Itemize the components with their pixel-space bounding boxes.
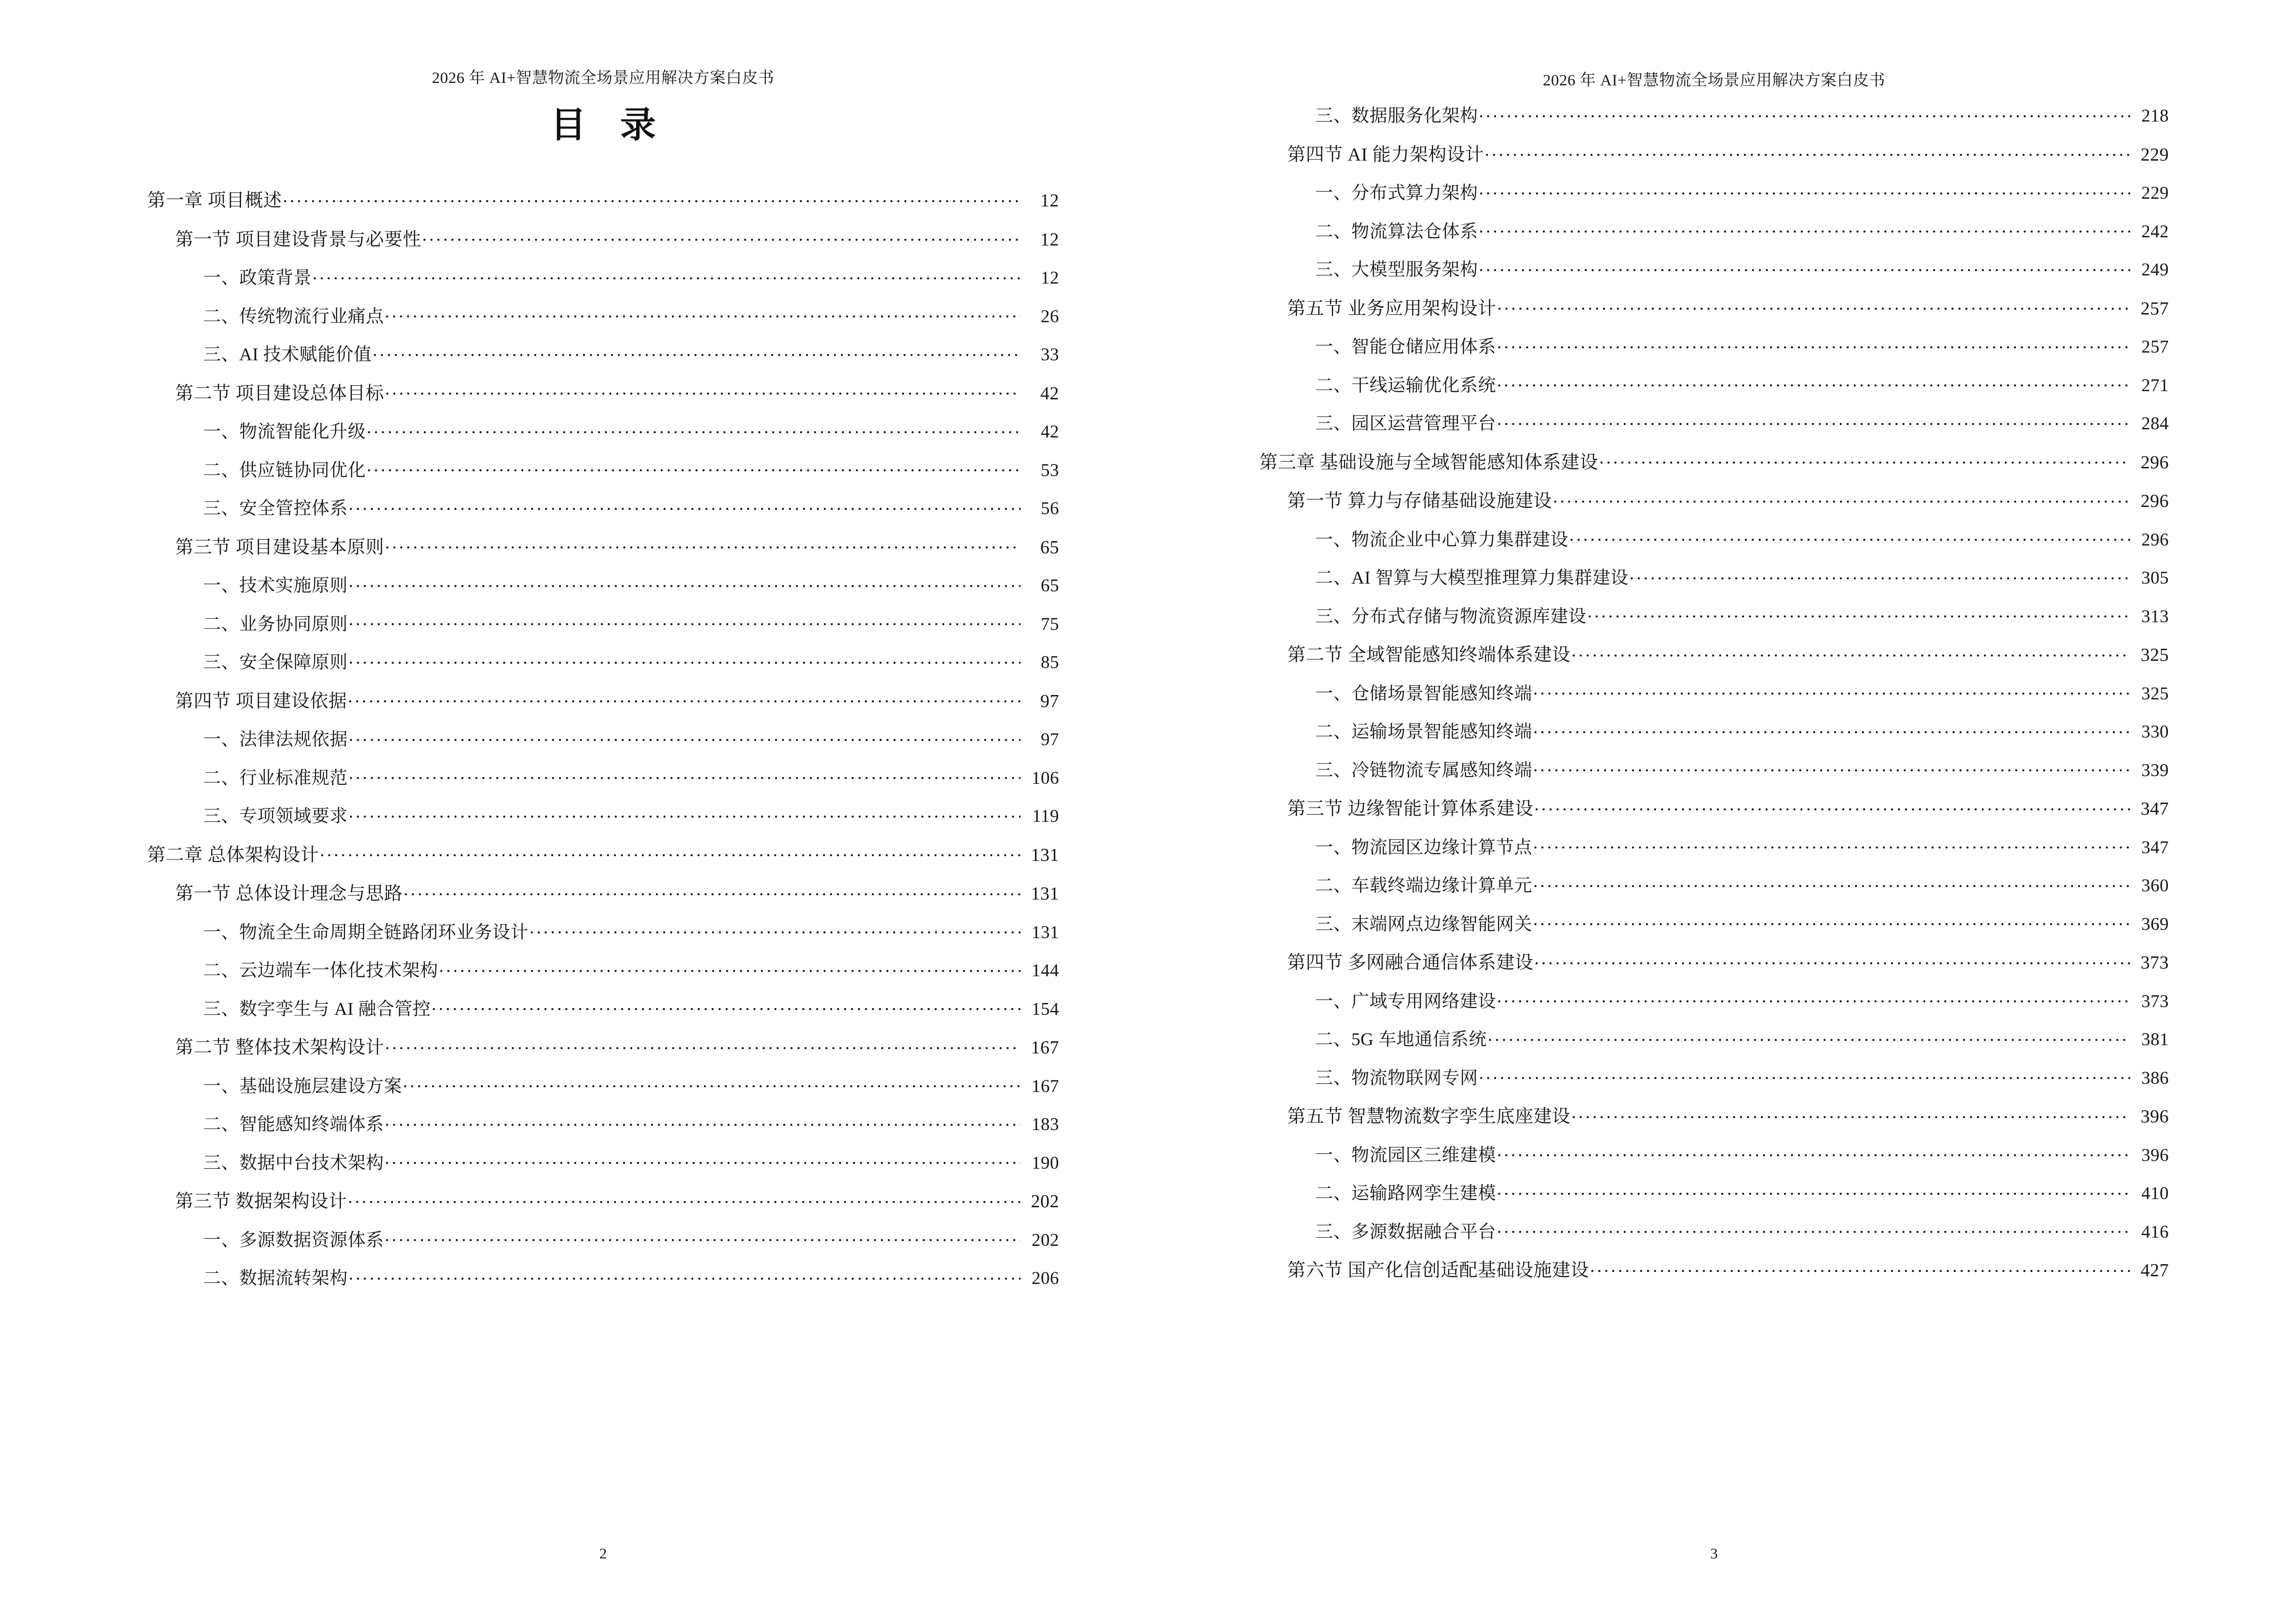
- toc-entry-label: 二、智能感知终端体系: [203, 1115, 384, 1134]
- toc-entry-item[interactable]: [147, 1228, 1059, 1249]
- toc-entry-label: 第一章 项目概述: [147, 191, 282, 211]
- toc-entry-label: 三、多源数据融合平台: [1315, 1222, 1496, 1242]
- toc-entry-page-number: 26: [1041, 306, 1059, 327]
- toc-entry-label: 三、末端网点边缘智能网关: [1315, 914, 1532, 934]
- page-right-content-area: [1259, 0, 2169, 1624]
- dot-leader: [1485, 142, 2130, 161]
- toc-entry-page-number: 65: [1041, 576, 1059, 596]
- toc-entry-label: 二、运输路网孪生建模: [1315, 1184, 1496, 1203]
- dot-leader: [348, 1189, 1021, 1207]
- toc-entry-page-number: 416: [2141, 1222, 2169, 1242]
- toc-entry-page-number: 347: [2140, 799, 2169, 819]
- dot-leader: [349, 573, 1021, 591]
- toc-entry-item[interactable]: [1259, 411, 2169, 433]
- toc-entry-section[interactable]: [147, 689, 1059, 710]
- dot-leader: [1535, 796, 2130, 815]
- toc-entry-page-number: 167: [1032, 1076, 1059, 1096]
- dot-leader: [385, 381, 1021, 399]
- dot-leader: [1572, 1104, 2130, 1122]
- toc-entry-label: 三、安全管控体系: [203, 499, 348, 519]
- toc-entry-page-number: 229: [2141, 183, 2169, 203]
- toc-entry-page-number: 410: [2141, 1184, 2169, 1203]
- dot-leader: [439, 958, 1021, 976]
- toc-entry-label: 一、多源数据资源体系: [203, 1230, 384, 1250]
- toc-entry-label: 第六节 国产化信创适配基础设施建设: [1287, 1260, 1590, 1281]
- toc-entry-page-number: 119: [1032, 806, 1059, 826]
- toc-entry-page-number: 144: [1032, 961, 1059, 981]
- toc-entry-label: 二、运输场景智能感知终端: [1315, 722, 1532, 742]
- toc-entry-section[interactable]: [1259, 142, 2169, 164]
- toc-entry-item[interactable]: [1259, 335, 2169, 356]
- dot-leader: [1479, 181, 2131, 199]
- dot-leader: [1533, 758, 2130, 776]
- toc-entry-label: 二、行业标准规范: [203, 768, 348, 788]
- dot-leader: [349, 766, 1021, 784]
- toc-entry-page-number: 53: [1041, 460, 1059, 480]
- toc-entry-page-number: 206: [1032, 1269, 1059, 1288]
- dot-leader: [1599, 450, 2130, 468]
- toc-entry-label: 一、仓储场景智能感知终端: [1315, 683, 1532, 704]
- toc-entry-item[interactable]: [1259, 1220, 2169, 1241]
- toc-entry-section[interactable]: [1259, 1104, 2169, 1126]
- toc-entry-section[interactable]: [1259, 796, 2169, 818]
- dot-leader: [432, 997, 1021, 1015]
- toc-entry-item[interactable]: [1259, 104, 2169, 125]
- dot-leader: [385, 1228, 1021, 1246]
- toc-entry-page-number: 131: [1031, 845, 1059, 865]
- dot-leader: [1497, 373, 2130, 391]
- toc-entry-label: 第四节 AI 能力架构设计: [1287, 144, 1484, 165]
- toc-entry-item[interactable]: [147, 612, 1059, 633]
- toc-entry-page-number: 373: [2140, 953, 2169, 973]
- toc-entry-section[interactable]: [147, 381, 1059, 403]
- toc-entry-item[interactable]: [1259, 835, 2169, 857]
- running-header: 2026 年 AI+智慧物流全场景应用解决方案白皮书: [432, 69, 775, 87]
- toc-entry-page-number: 242: [2141, 221, 2169, 242]
- dot-leader: [1479, 104, 2131, 122]
- toc-entry-page-number: 296: [2141, 530, 2169, 550]
- toc-entry-label: 二、业务协同原则: [203, 614, 348, 634]
- toc-entry-item[interactable]: [147, 727, 1059, 749]
- dot-leader: [1572, 642, 2130, 661]
- page-right: [1144, 0, 2287, 1624]
- toc-entry-page-number: 257: [2140, 298, 2169, 319]
- dot-leader: [403, 1074, 1021, 1092]
- toc-entry-page-number: 386: [2141, 1068, 2169, 1088]
- toc-entry-item[interactable]: [147, 420, 1059, 441]
- page-title: 目 录: [550, 106, 668, 145]
- toc-entry-label: 一、物流企业中心算力集群建设: [1315, 530, 1568, 550]
- toc-entry-label: 一、广域专用网络建设: [1315, 991, 1496, 1011]
- dot-leader: [1533, 835, 2130, 853]
- toc-entry-label: 第三节 项目建设基本原则: [175, 537, 384, 558]
- toc-entry-page-number: 154: [1032, 999, 1059, 1019]
- dot-leader: [1533, 682, 2130, 699]
- toc-entry-label: 一、物流全生命周期全链路闭环业务设计: [203, 922, 529, 942]
- dot-leader: [349, 804, 1021, 822]
- toc-entry-label: 二、物流算法仓体系: [1315, 221, 1478, 242]
- toc-entry-page-number: 190: [1032, 1153, 1059, 1173]
- toc-entry-page-number: 202: [1032, 1230, 1059, 1250]
- toc-entry-page-number: 229: [2140, 144, 2169, 165]
- toc-entry-section[interactable]: [147, 535, 1059, 557]
- toc-entry-page-number: 85: [1041, 653, 1059, 672]
- toc-entry-chapter[interactable]: [1259, 450, 2169, 472]
- toc-entry-item[interactable]: [147, 1112, 1059, 1133]
- toc-entry-item[interactable]: [1259, 373, 2169, 395]
- dot-leader: [313, 266, 1021, 284]
- dot-leader: [385, 1151, 1021, 1169]
- dot-leader: [404, 881, 1021, 900]
- toc-entry-page-number: 284: [2141, 414, 2169, 434]
- dot-leader: [1497, 1143, 2130, 1161]
- running-header: 2026 年 AI+智慧物流全场景应用解决方案白皮书: [1543, 72, 1885, 89]
- toc-entry-page-number: 325: [2140, 645, 2169, 665]
- toc-entry-label: 一、智能仓储应用体系: [1315, 337, 1496, 357]
- dot-leader: [1569, 528, 2130, 546]
- toc-entry-label: 三、AI 技术赋能价值: [203, 345, 372, 365]
- toc-entry-page-number: 131: [1031, 884, 1059, 904]
- toc-entry-label: 三、数字孪生与 AI 融合管控: [203, 999, 431, 1019]
- toc-entry-item[interactable]: [1259, 219, 2169, 241]
- toc-entry-page-number: 373: [2141, 991, 2169, 1011]
- toc-entry-label: 一、政策背景: [203, 268, 312, 288]
- toc-entry-item[interactable]: [1259, 181, 2169, 202]
- toc-entry-label: 三、分布式存储与物流资源库建设: [1315, 606, 1587, 627]
- toc-entry-label: 一、技术实施原则: [203, 576, 348, 596]
- dot-leader: [1590, 1258, 2130, 1276]
- toc-entry-item[interactable]: [1259, 720, 2169, 741]
- dot-leader: [1497, 296, 2130, 314]
- dot-leader: [1497, 335, 2130, 353]
- toc-entry-page-number: 12: [1040, 191, 1059, 211]
- dot-leader: [1479, 219, 2131, 237]
- toc-entry-page-number: 313: [2141, 606, 2169, 627]
- toc-entry-label: 一、物流园区三维建模: [1315, 1145, 1496, 1165]
- toc-entry-label: 第二章 总体架构设计: [147, 845, 319, 865]
- toc-entry-label: 二、传统物流行业痛点: [203, 306, 384, 327]
- toc-entry-item[interactable]: [147, 1266, 1059, 1287]
- toc-entry-label: 第五节 智慧物流数字孪生底座建设: [1287, 1106, 1571, 1127]
- toc-entry-chapter[interactable]: [147, 843, 1059, 864]
- toc-entry-item[interactable]: [147, 266, 1059, 287]
- toc-entry-page-number: 56: [1041, 499, 1059, 519]
- toc-entry-item[interactable]: [147, 650, 1059, 671]
- dot-leader: [1533, 873, 2130, 891]
- dot-leader: [1588, 604, 2131, 622]
- toc-entry-item[interactable]: [1259, 873, 2169, 895]
- toc-entry-label: 二、数据流转架构: [203, 1269, 348, 1288]
- dot-leader: [320, 843, 1021, 861]
- dot-leader: [349, 496, 1021, 514]
- page-left-content-area: [147, 0, 1059, 1624]
- toc-entry-label: 第二节 全域智能感知终端体系建设: [1287, 645, 1571, 665]
- toc-entry-page-number: 360: [2141, 876, 2169, 896]
- toc-entry-page-number: 396: [2141, 1145, 2169, 1165]
- toc-entry-section[interactable]: [1259, 1258, 2169, 1280]
- toc-entry-label: 三、冷链物流专属感知终端: [1315, 760, 1532, 780]
- toc-list-right: [1259, 104, 2169, 1297]
- dot-leader: [1497, 1220, 2130, 1238]
- toc-entry-section[interactable]: [147, 881, 1059, 903]
- dot-leader: [530, 920, 1021, 938]
- dot-leader: [1497, 411, 2130, 429]
- dot-leader: [1535, 950, 2130, 969]
- dot-leader: [1533, 912, 2130, 930]
- toc-entry-item[interactable]: [147, 958, 1059, 980]
- toc-entry-page-number: 381: [2141, 1030, 2169, 1050]
- toc-entry-item[interactable]: [1259, 758, 2169, 779]
- dot-leader: [283, 188, 1021, 206]
- toc-entry-page-number: 131: [1032, 922, 1059, 942]
- toc-entry-page-number: 427: [2140, 1260, 2169, 1281]
- toc-entry-page-number: 97: [1040, 691, 1059, 711]
- toc-entry-label: 二、车载终端边缘计算单元: [1315, 876, 1532, 896]
- toc-entry-page-number: 42: [1041, 422, 1059, 442]
- toc-entry-label: 一、法律法规依据: [203, 730, 348, 750]
- toc-entry-label: 第二节 项目建设总体目标: [175, 383, 384, 404]
- toc-entry-page-number: 33: [1041, 345, 1059, 365]
- toc-entry-page-number: 396: [2140, 1106, 2169, 1127]
- toc-entry-page-number: 167: [1031, 1037, 1059, 1058]
- toc-entry-label: 三、数据服务化架构: [1315, 106, 1478, 126]
- toc-entry-item[interactable]: [1259, 682, 2169, 703]
- toc-entry-label: 第四节 多网融合通信体系建设: [1287, 953, 1534, 973]
- toc-entry-item[interactable]: [147, 920, 1059, 942]
- toc-entry-item[interactable]: [147, 342, 1059, 364]
- page-folio-left: 2: [599, 1545, 607, 1562]
- toc-entry-label: 三、园区运营管理平台: [1315, 414, 1496, 434]
- toc-list-left: [147, 188, 1059, 1305]
- dot-leader: [1479, 1066, 2131, 1084]
- toc-entry-item[interactable]: [1259, 566, 2169, 587]
- toc-entry-label: 三、专项领域要求: [203, 806, 348, 826]
- toc-entry-page-number: 325: [2141, 683, 2169, 704]
- dot-leader: [385, 1112, 1021, 1130]
- toc-entry-label: 三、物流物联网专网: [1315, 1068, 1478, 1088]
- toc-entry-label: 二、供应链协同优化: [203, 460, 366, 480]
- dot-leader: [349, 650, 1021, 668]
- toc-entry-section[interactable]: [147, 227, 1059, 249]
- dot-leader: [1630, 566, 2130, 584]
- dot-leader: [373, 342, 1021, 360]
- dot-leader: [349, 612, 1021, 630]
- toc-entry-item[interactable]: [1259, 528, 2169, 549]
- toc-entry-label: 一、分布式算力架构: [1315, 183, 1478, 203]
- toc-entry-section[interactable]: [147, 1189, 1059, 1211]
- toc-entry-label: 第一节 算力与存储基础设施建设: [1287, 491, 1552, 511]
- toc-entry-page-number: 12: [1040, 229, 1059, 250]
- toc-entry-page-number: 296: [2140, 491, 2169, 511]
- toc-entry-label: 一、基础设施层建设方案: [203, 1076, 402, 1096]
- toc-entry-page-number: 75: [1041, 614, 1059, 634]
- dot-leader: [349, 727, 1021, 745]
- toc-entry-page-number: 369: [2141, 914, 2169, 934]
- toc-entry-item[interactable]: [147, 804, 1059, 825]
- dot-leader: [385, 1035, 1021, 1053]
- toc-entry-label: 一、物流智能化升级: [203, 422, 366, 442]
- dot-leader: [367, 458, 1021, 476]
- toc-entry-section[interactable]: [1259, 950, 2169, 972]
- toc-entry-label: 三、大模型服务架构: [1315, 260, 1478, 280]
- toc-entry-page-number: 42: [1040, 383, 1059, 404]
- toc-entry-page-number: 339: [2141, 760, 2169, 780]
- toc-entry-page-number: 183: [1032, 1115, 1059, 1134]
- dot-leader: [385, 535, 1021, 553]
- toc-entry-item[interactable]: [1259, 989, 2169, 1010]
- dot-leader: [1479, 258, 2131, 275]
- toc-entry-label: 第三节 边缘智能计算体系建设: [1287, 799, 1534, 819]
- page-folio-right: 3: [1710, 1545, 1718, 1562]
- dot-leader: [1488, 1027, 2130, 1045]
- toc-entry-section[interactable]: [147, 1035, 1059, 1057]
- toc-entry-page-number: 249: [2141, 260, 2169, 280]
- toc-entry-label: 第一节 总体设计理念与思路: [175, 884, 403, 904]
- toc-entry-item[interactable]: [147, 573, 1059, 595]
- dot-leader: [1497, 1181, 2130, 1199]
- toc-entry-item[interactable]: [1259, 1181, 2169, 1202]
- toc-entry-label: 第五节 业务应用架构设计: [1287, 298, 1497, 319]
- toc-entry-item[interactable]: [1259, 1027, 2169, 1049]
- toc-entry-item[interactable]: [147, 458, 1059, 479]
- toc-entry-label: 二、AI 智算与大模型推理算力集群建设: [1315, 568, 1629, 588]
- toc-entry-item[interactable]: [147, 766, 1059, 787]
- toc-entry-item[interactable]: [147, 1151, 1059, 1172]
- toc-entry-label: 一、物流园区边缘计算节点: [1315, 837, 1532, 858]
- dot-leader: [1553, 489, 2130, 507]
- toc-entry-label: 二、5G 车地通信系统: [1315, 1030, 1487, 1050]
- dot-leader: [1533, 720, 2130, 737]
- toc-entry-label: 第三章 基础设施与全域智能感知体系建设: [1259, 452, 1599, 473]
- toc-entry-item[interactable]: [147, 1074, 1059, 1095]
- dot-leader: [367, 420, 1021, 437]
- dot-leader: [422, 227, 1021, 246]
- toc-entry-page-number: 202: [1031, 1191, 1059, 1212]
- toc-entry-label: 第三节 数据架构设计: [175, 1191, 347, 1212]
- toc-entry-section[interactable]: [1259, 489, 2169, 510]
- toc-entry-page-number: 106: [1032, 768, 1059, 788]
- dot-leader: [1497, 989, 2130, 1007]
- dot-leader: [349, 1266, 1021, 1284]
- toc-entry-label: 第一节 项目建设背景与必要性: [175, 229, 422, 250]
- toc-entry-item[interactable]: [147, 304, 1059, 326]
- toc-entry-item[interactable]: [147, 496, 1059, 518]
- toc-entry-chapter[interactable]: [147, 188, 1059, 210]
- toc-entry-page-number: 218: [2141, 106, 2169, 126]
- toc-entry-page-number: 305: [2141, 568, 2169, 588]
- toc-entry-item[interactable]: [1259, 1143, 2169, 1164]
- toc-entry-item[interactable]: [1259, 258, 2169, 279]
- toc-entry-page-number: 257: [2141, 337, 2169, 357]
- toc-entry-label: 三、数据中台技术架构: [203, 1153, 384, 1173]
- toc-entry-item[interactable]: [1259, 912, 2169, 933]
- toc-entry-page-number: 271: [2141, 375, 2169, 396]
- toc-entry-page-number: 330: [2141, 722, 2169, 742]
- toc-entry-item[interactable]: [147, 997, 1059, 1018]
- dot-leader: [348, 689, 1021, 707]
- toc-entry-item[interactable]: [1259, 604, 2169, 626]
- toc-entry-page-number: 347: [2141, 837, 2169, 858]
- toc-entry-item[interactable]: [1259, 1066, 2169, 1087]
- toc-entry-page-number: 296: [2140, 452, 2169, 473]
- toc-entry-section[interactable]: [1259, 296, 2169, 318]
- toc-entry-page-number: 12: [1041, 268, 1059, 288]
- toc-entry-page-number: 97: [1041, 730, 1059, 750]
- toc-entry-label: 二、云边端车一体化技术架构: [203, 961, 438, 981]
- toc-entry-page-number: 65: [1040, 537, 1059, 558]
- toc-entry-label: 三、安全保障原则: [203, 653, 348, 672]
- dot-leader: [385, 304, 1021, 322]
- toc-entry-label: 第四节 项目建设依据: [175, 691, 347, 711]
- toc-entry-label: 第二节 整体技术架构设计: [175, 1037, 384, 1058]
- toc-entry-label: 二、干线运输优化系统: [1315, 375, 1496, 396]
- toc-entry-section[interactable]: [1259, 642, 2169, 664]
